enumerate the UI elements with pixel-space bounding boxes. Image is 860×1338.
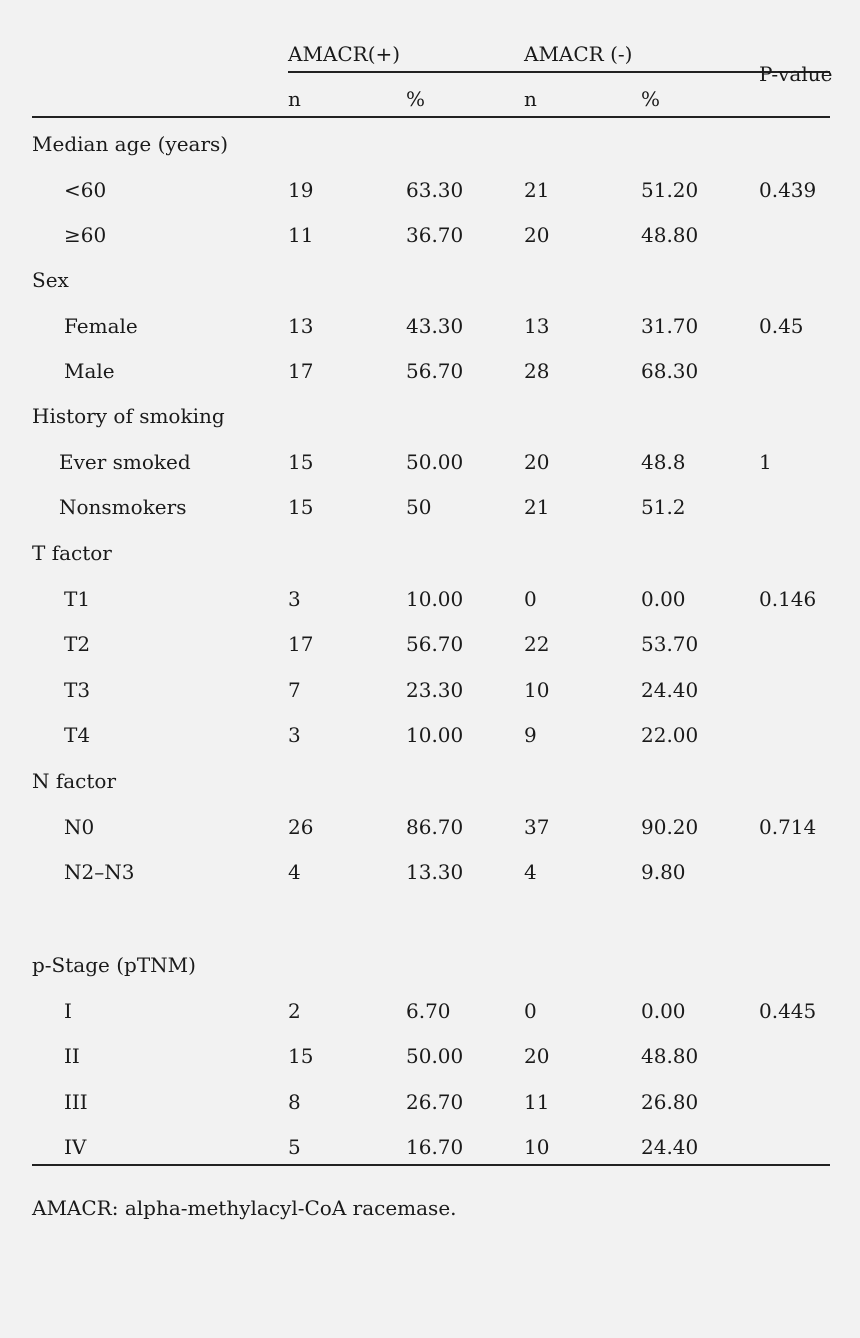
- cell-amacr-pos-pct: 50: [406, 495, 432, 519]
- cell-amacr-pos-pct: 13.30: [406, 860, 464, 884]
- section-label: Sex: [32, 268, 69, 292]
- cell-amacr-pos-n: 15: [288, 1044, 314, 1068]
- cell-amacr-neg-n: 10: [524, 678, 550, 702]
- cell-amacr-neg-pct: 31.70: [641, 314, 699, 338]
- cell-pvalue: 0.146: [759, 587, 817, 611]
- cell-amacr-pos-pct: 86.70: [406, 815, 464, 839]
- row-label: N2–N3: [64, 860, 135, 884]
- cell-amacr-pos-n: 19: [288, 178, 314, 202]
- row-label: T1: [64, 587, 91, 611]
- cell-amacr-neg-n: 20: [524, 1044, 550, 1068]
- cell-amacr-pos-pct: 56.70: [406, 632, 464, 656]
- row-label: Nonsmokers: [59, 495, 187, 519]
- cell-amacr-neg-pct: 0.00: [641, 587, 686, 611]
- cell-amacr-neg-n: 22: [524, 632, 550, 656]
- cell-amacr-pos-n: 15: [288, 450, 314, 474]
- row-label: Female: [64, 314, 138, 338]
- cell-amacr-pos-n: 8: [288, 1090, 301, 1114]
- cell-amacr-pos-pct: 10.00: [406, 723, 464, 747]
- header-group-amacr-negative: AMACR (-): [524, 42, 633, 66]
- cell-amacr-neg-pct: 0.00: [641, 999, 686, 1023]
- row-label: Male: [64, 359, 115, 383]
- cell-amacr-pos-n: 2: [288, 999, 301, 1023]
- cell-amacr-neg-pct: 48.80: [641, 223, 699, 247]
- cell-amacr-neg-pct: 22.00: [641, 723, 699, 747]
- cell-amacr-neg-n: 10: [524, 1135, 550, 1159]
- table-bottom-rule: [32, 1164, 830, 1166]
- cell-amacr-pos-pct: 16.70: [406, 1135, 464, 1159]
- cell-amacr-pos-n: 13: [288, 314, 314, 338]
- cell-amacr-neg-n: 20: [524, 450, 550, 474]
- header-group-amacr-positive: AMACR(+): [288, 42, 401, 66]
- cell-amacr-neg-n: 20: [524, 223, 550, 247]
- cell-amacr-pos-pct: 26.70: [406, 1090, 464, 1114]
- cell-amacr-neg-n: 13: [524, 314, 550, 338]
- cell-amacr-neg-pct: 48.80: [641, 1044, 699, 1068]
- cell-amacr-pos-pct: 36.70: [406, 223, 464, 247]
- cell-amacr-pos-pct: 56.70: [406, 359, 464, 383]
- cell-pvalue: 0.714: [759, 815, 817, 839]
- row-label: T2: [64, 632, 91, 656]
- cell-amacr-pos-n: 3: [288, 587, 301, 611]
- cell-amacr-pos-n: 4: [288, 860, 301, 884]
- cell-amacr-pos-n: 7: [288, 678, 301, 702]
- cell-amacr-pos-pct: 6.70: [406, 999, 451, 1023]
- row-label: I: [64, 999, 72, 1023]
- cell-amacr-neg-pct: 68.30: [641, 359, 699, 383]
- row-label: Ever smoked: [59, 450, 191, 474]
- cell-amacr-neg-pct: 24.40: [641, 678, 699, 702]
- row-label: II: [64, 1044, 80, 1068]
- cell-amacr-pos-pct: 43.30: [406, 314, 464, 338]
- row-label: T4: [64, 723, 91, 747]
- cell-amacr-neg-n: 37: [524, 815, 550, 839]
- cell-amacr-neg-pct: 51.20: [641, 178, 699, 202]
- header-neg-pct: %: [641, 87, 661, 111]
- cell-amacr-pos-n: 17: [288, 632, 314, 656]
- section-label: Median age (years): [32, 132, 229, 156]
- cell-amacr-pos-n: 5: [288, 1135, 301, 1159]
- section-label: N factor: [32, 769, 117, 793]
- cell-amacr-pos-pct: 50.00: [406, 450, 464, 474]
- cell-amacr-neg-pct: 26.80: [641, 1090, 699, 1114]
- cell-amacr-neg-pct: 53.70: [641, 632, 699, 656]
- cell-amacr-neg-n: 0: [524, 587, 537, 611]
- cell-amacr-neg-n: 4: [524, 860, 537, 884]
- cell-amacr-pos-pct: 50.00: [406, 1044, 464, 1068]
- header-pos-pct: %: [406, 87, 426, 111]
- cell-amacr-neg-n: 28: [524, 359, 550, 383]
- cell-amacr-neg-n: 21: [524, 495, 550, 519]
- cell-amacr-neg-n: 11: [524, 1090, 550, 1114]
- cell-amacr-neg-pct: 24.40: [641, 1135, 699, 1159]
- cell-pvalue: 1: [759, 450, 772, 474]
- cell-amacr-pos-n: 3: [288, 723, 301, 747]
- row-label: ≥60: [64, 223, 107, 247]
- cell-amacr-pos-pct: 10.00: [406, 587, 464, 611]
- section-label: p-Stage (pTNM): [32, 953, 196, 977]
- cell-amacr-neg-pct: 48.8: [641, 450, 686, 474]
- cell-amacr-neg-pct: 9.80: [641, 860, 686, 884]
- cell-pvalue: 0.445: [759, 999, 817, 1023]
- cell-amacr-neg-n: 21: [524, 178, 550, 202]
- cell-pvalue: 0.439: [759, 178, 817, 202]
- cell-amacr-neg-pct: 51.2: [641, 495, 686, 519]
- cell-amacr-pos-n: 15: [288, 495, 314, 519]
- cell-amacr-neg-n: 0: [524, 999, 537, 1023]
- section-label: T factor: [32, 541, 112, 565]
- row-label: III: [64, 1090, 88, 1114]
- cell-amacr-pos-n: 26: [288, 815, 314, 839]
- row-label: IV: [64, 1135, 87, 1159]
- cell-pvalue: 0.45: [759, 314, 804, 338]
- header-group-underline: [288, 71, 830, 73]
- cell-amacr-pos-n: 11: [288, 223, 314, 247]
- header-pos-n: n: [288, 87, 301, 111]
- section-label: History of smoking: [32, 404, 225, 428]
- row-label: N0: [64, 815, 95, 839]
- cell-amacr-neg-pct: 90.20: [641, 815, 699, 839]
- cell-amacr-neg-n: 9: [524, 723, 537, 747]
- header-bottom-rule: [32, 116, 830, 118]
- header-neg-n: n: [524, 87, 537, 111]
- header-pvalue: P-value: [759, 62, 833, 86]
- table-footnote: AMACR: alpha-methylacyl-CoA racemase.: [32, 1196, 457, 1220]
- cell-amacr-pos-pct: 63.30: [406, 178, 464, 202]
- cell-amacr-pos-n: 17: [288, 359, 314, 383]
- cell-amacr-pos-pct: 23.30: [406, 678, 464, 702]
- row-label: <60: [64, 178, 107, 202]
- row-label: T3: [64, 678, 91, 702]
